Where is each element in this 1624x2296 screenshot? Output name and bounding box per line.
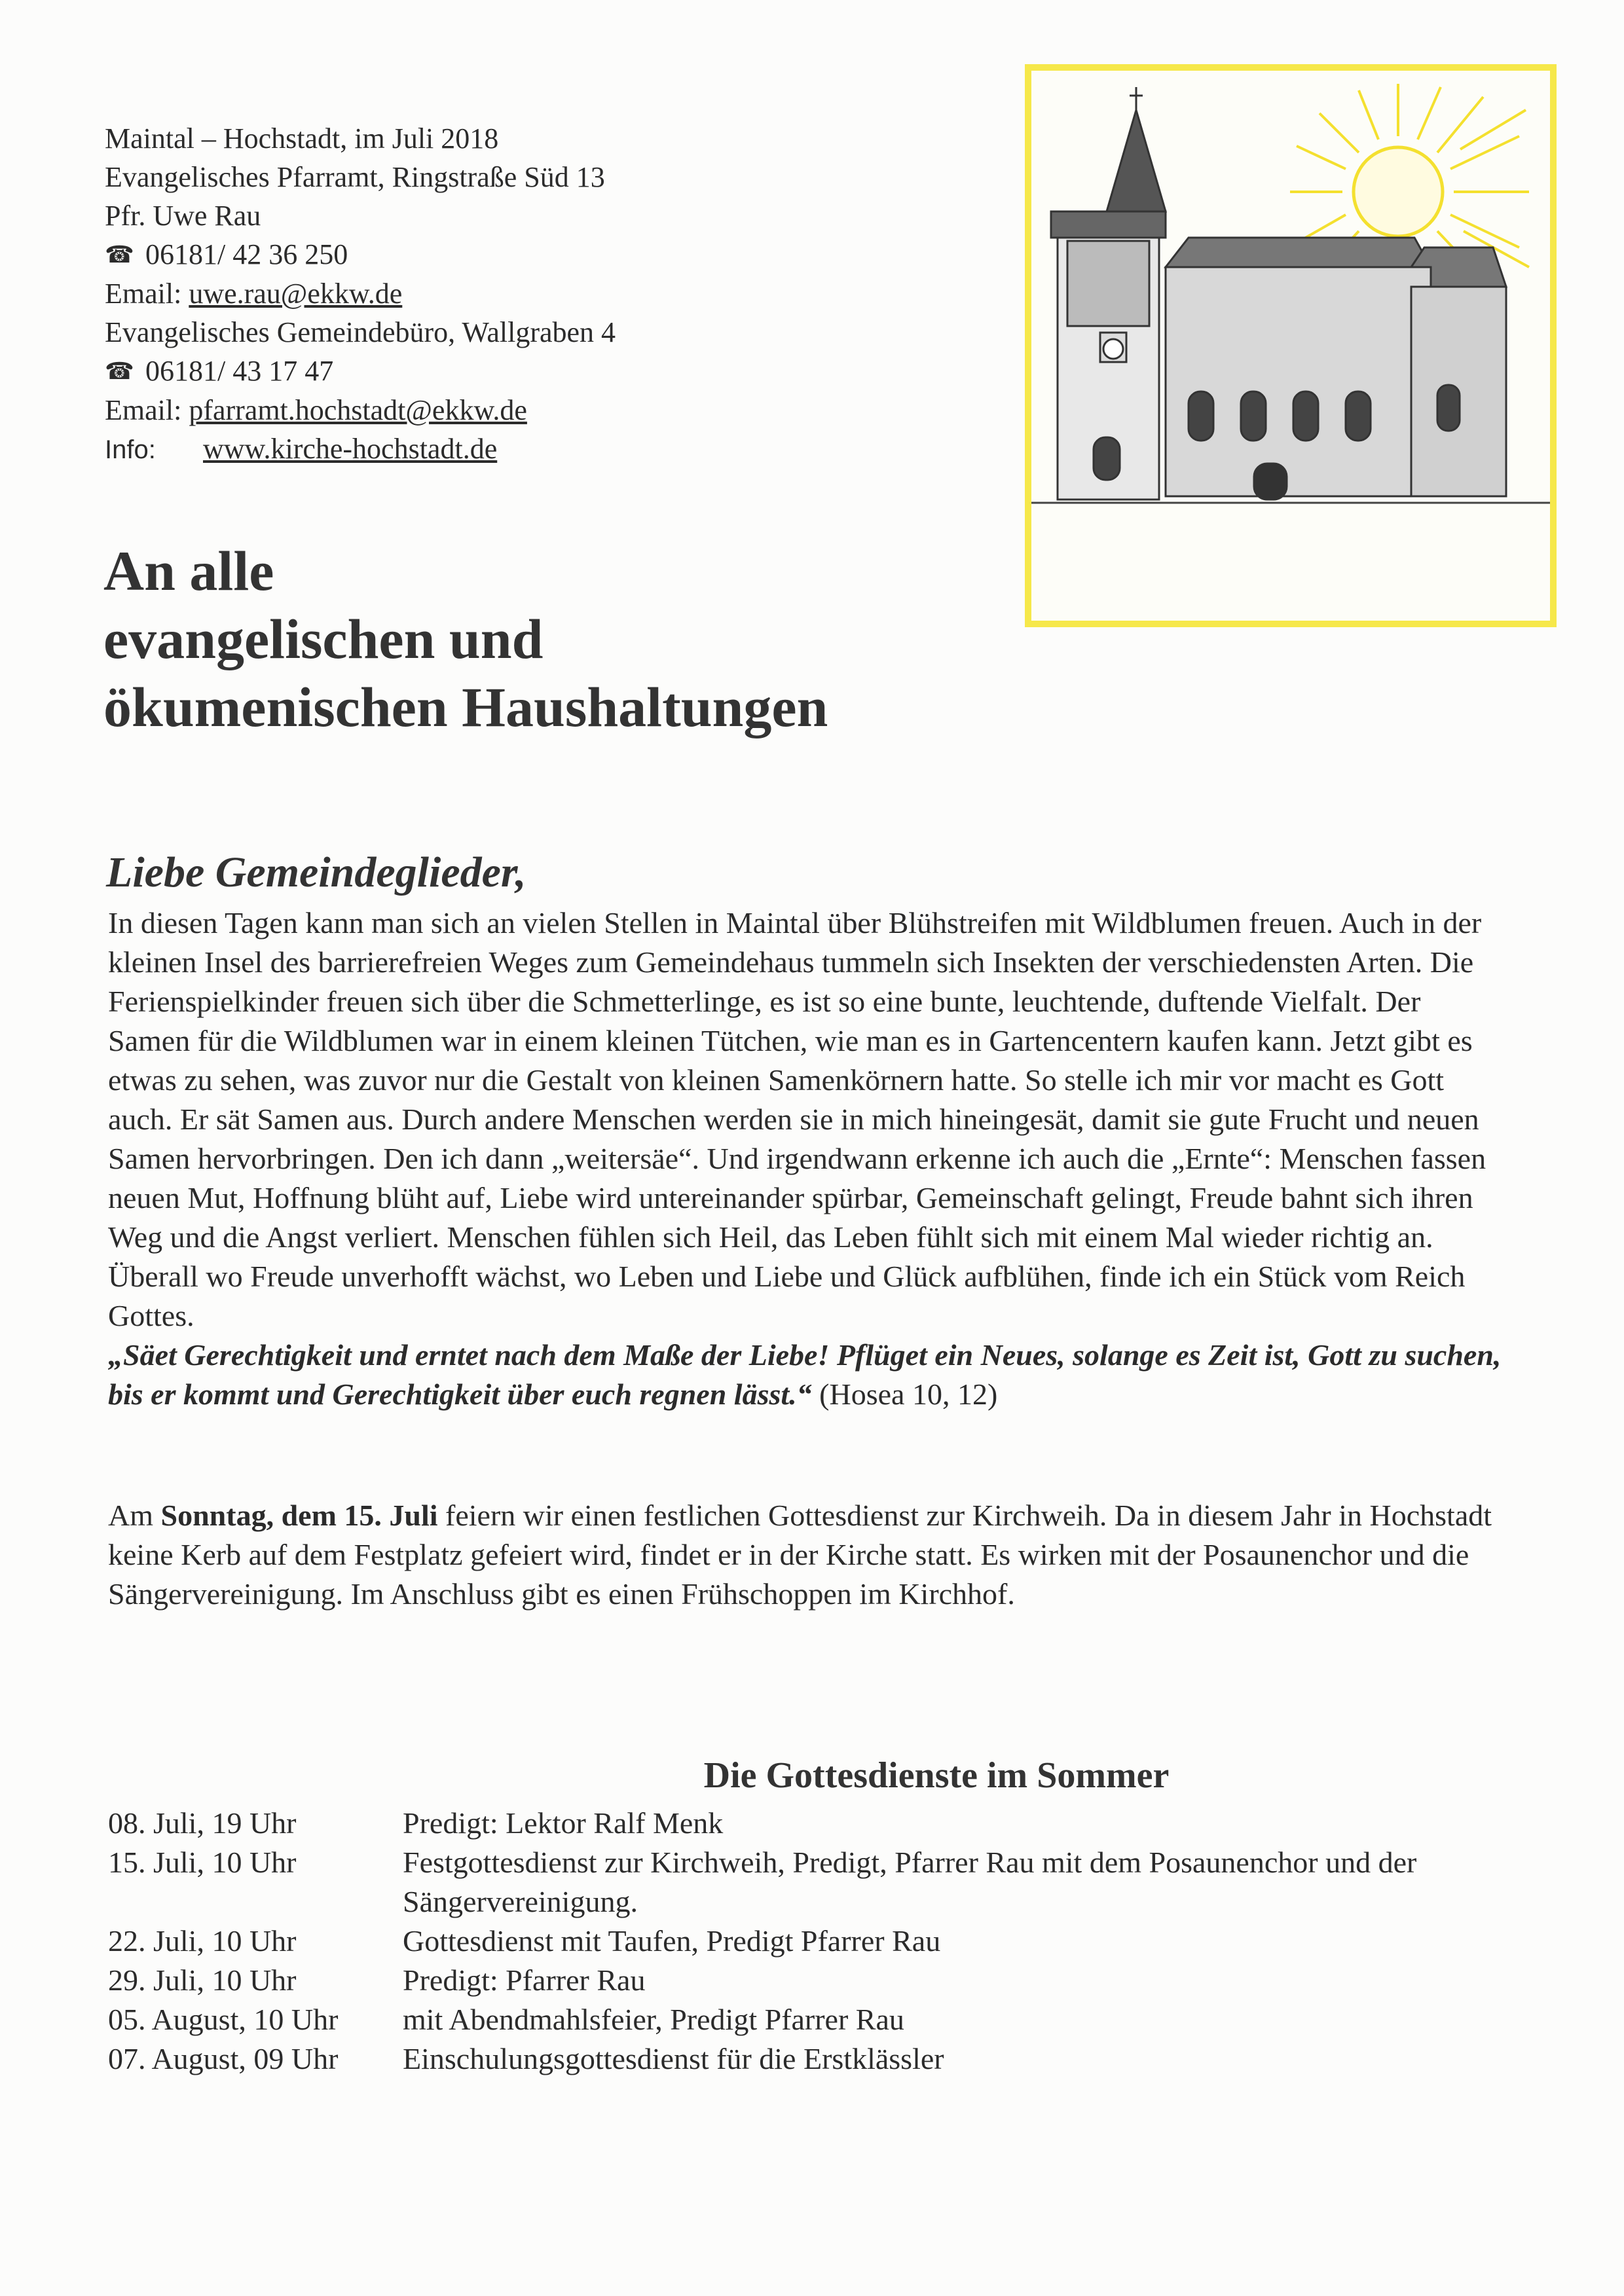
service-date: 08. Juli, 19 Uhr [108,1806,297,1840]
service-date: 07. August, 09 Uhr [108,2042,339,2075]
email-label: Email: [105,278,182,310]
pastor-line: Pfr. Uwe Rau [105,200,261,232]
service-row [108,1843,1549,1922]
service-description: Predigt: Pfarrer Rau [403,1963,646,1997]
church-with-sun-illustration [1031,71,1550,621]
announcement-text: feiern wir einen festlichen Gottesdienst zur Kirchweih. Da in diesem Jahr in Hochstadt keine Kerb auf dem Festplatz gefeiert wird, findet er in der Kirche statt. Es wirken mit der Posaunenchor und die Sängervereinigung. Im Anschluss gibt es einen Frühschoppen im Kirchhof. [108,1499,1492,1611]
announcement-prefix: Am [108,1499,161,1532]
email-label: Email: [105,394,182,426]
service-description: mit Abendmahlsfeier, Predigt Pfarrer Rau [403,2003,904,2036]
phone-line-2 [105,352,956,391]
service-description: Gottesdienst mit Taufen, Predigt Pfarrer Rau [403,1924,941,1958]
service-row [108,1961,1549,2000]
service-row [108,1804,1549,1843]
headline [103,537,1020,741]
email-link-pastor[interactable]: uwe.rau@ekkw.de [189,278,403,310]
office-line: Evangelisches Gemeindebüro, Wallgraben 4 [105,316,616,348]
bible-quote-source: (Hosea 10, 12) [811,1377,998,1411]
email-line-2 [105,391,956,429]
greeting: Liebe Gemeindeglieder, [106,848,526,896]
website-link[interactable]: www.kirche-hochstadt.de [203,433,498,465]
headline-line-1: An alle [103,539,274,602]
info-line [105,429,956,469]
service-row [108,1922,1549,1961]
announcement-date: Sonntag, dem 15. Juli [160,1499,438,1532]
email-line-1 [105,274,956,313]
date-line: Maintal – Hochstadt, im Juli 2018 [105,122,499,155]
services-title [0,1755,1624,1796]
contact-block [105,119,956,469]
church-icon [1031,87,1550,503]
phone-number-2: 06181/ 43 17 47 [145,355,334,387]
phone-line-1 [105,235,956,274]
info-label: Info: [105,435,156,464]
headline-line-2: evangelischen und [103,608,544,670]
email-link-office[interactable]: pfarramt.hochstadt@ekkw.de [189,394,527,426]
service-row [108,2000,1549,2039]
telephone-icon: ☎ [105,358,134,384]
phone-number-1: 06181/ 42 36 250 [145,238,348,270]
headline-line-3: ökumenischen Haushaltungen [103,676,828,738]
service-date: 05. August, 10 Uhr [108,2003,339,2036]
service-row [108,2039,1549,2079]
letter-paragraph: In diesen Tagen kann man sich an vielen Stellen in Maintal über Blühstreifen mit Wildblumen freuen. Auch in der kleinen Insel des barrierefreien Weges zum Gemeindehaus tummeln sich Insekten der verschiedensten Arten. Die Ferienspielkinder freuen sich über die Schmetterlinge, es ist so eine bunte, leuchtende, duftende Vielfalt. Der Samen für die Wildblumen war in einem kleinen Tütchen, wie man es in Gartencentern kaufen kann. Jetzt gibt es etwas zu sehen, was zuvor nur die Gestalt von kleinen Samenkörnern hatte. So stelle ich mir vor macht es Gott auch. Er sät Samen aus. Durch andere Menschen werden sie in mich hineingesät, damit sie gute Frucht und neuen Samen hervorbringen. Den ich dann „weitersäe“. Und irgendwann erkenne ich auch die „Ernte“: Menschen fassen neuen Mut, Hoffnung blüht auf, Liebe wird untereinander spürbar, Gemeinschaft gelingt, Freude bahnt sich ihren Weg und die Angst verliert. Menschen fühlen sich Heil, das Leben fühlt sich mit einem Mal wieder richtig an. Überall wo Freude unverhofft wächst, wo Leben und Liebe und Glück aufblühen, finde ich ein Stück vom Reich Gottes. [108,906,1486,1332]
letter-body [108,903,1509,1414]
service-description: Festgottesdienst zur Kirchweih, Predigt, Pfarrer Rau mit dem Posaunenchor und der Sängervereinigung. [403,1846,1417,1918]
parish-office-line: Evangelisches Pfarramt, Ringstraße Süd 13 [105,161,605,193]
service-date: 29. Juli, 10 Uhr [108,1963,297,1997]
bible-quote: „Säet Gerechtigkeit und erntet nach dem Maße der Liebe! Pflüget ein Neues, solange es Zeit ist, Gott zu suchen, bis er kommt und Gerechtigkeit über euch regnen lässt.“ [108,1338,1502,1411]
services-title-text: Die Gottesdienste im Sommer [703,1755,1170,1796]
church-illustration-frame [1025,64,1557,627]
service-description: Einschulungsgottesdienst für die Erstklässler [403,2042,944,2075]
kirchweih-announcement [108,1496,1509,1614]
service-description: Predigt: Lektor Ralf Menk [403,1806,724,1840]
telephone-icon: ☎ [105,242,134,268]
service-date: 15. Juli, 10 Uhr [108,1846,297,1879]
services-list [108,1804,1549,2079]
service-date: 22. Juli, 10 Uhr [108,1924,297,1958]
